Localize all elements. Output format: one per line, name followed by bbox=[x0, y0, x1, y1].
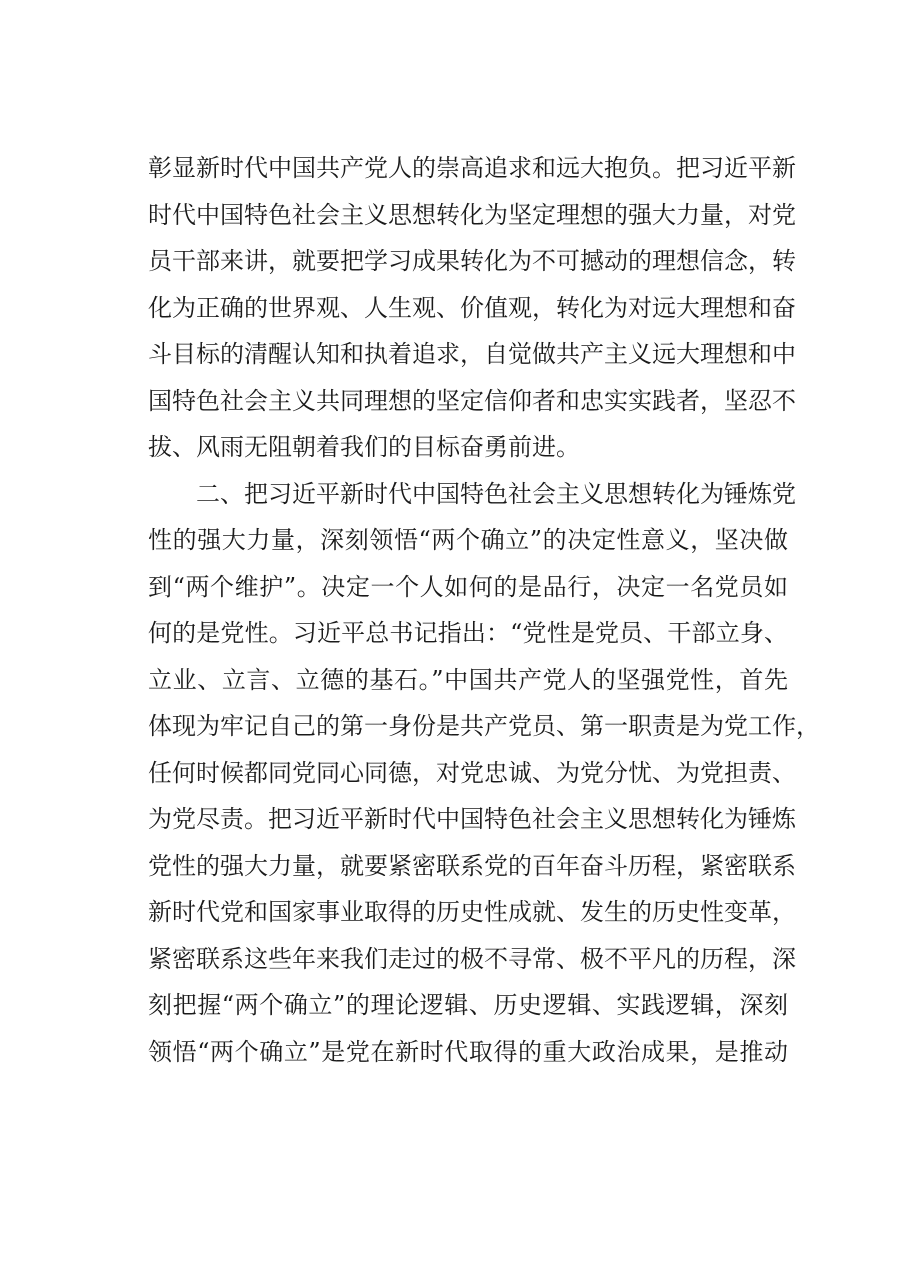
text-line: 刻把握“两个确立”的理论逻辑、历史逻辑、实践逻辑，深刻 bbox=[148, 991, 788, 1019]
text-line: 体现为牢记自己的第一身份是共产党员、第一职责是为党工作， bbox=[148, 712, 820, 740]
body-text bbox=[148, 145, 820, 1075]
text-line: 员干部来讲，就要把学习成果转化为不可撼动的理想信念，转 bbox=[148, 247, 796, 275]
text-line: 到“两个维护”。决定一个人如何的是品行，决定一名党员如 bbox=[148, 572, 788, 601]
text-line: 时代中国特色社会主义思想转化为坚定理想的强大力量，对党 bbox=[148, 200, 796, 229]
text-line: 紧密联系这些年来我们走过的极不寻常、极不平凡的历程，深 bbox=[148, 944, 796, 973]
text-line: 国特色社会主义共同理想的坚定信仰者和忠实实践者，坚忍不 bbox=[148, 386, 796, 415]
text-line: 拔、风雨无阻朝着我们的目标奋勇前进。 bbox=[148, 433, 580, 461]
text-line: 性的强大力量，深刻领悟“两个确立”的决定性意义，坚决做 bbox=[148, 526, 788, 554]
text-line: 斗目标的清醒认知和执着追求，自觉做共产主义远大理想和中 bbox=[148, 340, 796, 368]
text-line: 领悟“两个确立”是党在新时代取得的重大政治成果，是推动 bbox=[148, 1037, 788, 1066]
text-line: 化为正确的世界观、人生观、价值观，转化为对远大理想和奋 bbox=[148, 293, 796, 322]
text-line: 彰显新时代中国共产党人的崇高追求和远大抱负。把习近平新 bbox=[148, 154, 796, 182]
text-line: 何的是党性。习近平总书记指出：“党性是党员、干部立身、 bbox=[148, 619, 788, 647]
text-line: 新时代党和国家事业取得的历史性成就、发生的历史性变革， bbox=[148, 898, 796, 926]
text-line: 立业、立言、立德的基石。”中国共产党人的坚强党性，首先 bbox=[148, 665, 788, 694]
text-line: 为党尽责。把习近平新时代中国特色社会主义思想转化为锤炼 bbox=[148, 805, 796, 833]
section-heading-line: 二、把习近平新时代中国特色社会主义思想转化为锤炼党 bbox=[148, 479, 796, 508]
text-line: 党性的强大力量，就要紧密联系党的百年奋斗历程，紧密联系 bbox=[148, 851, 796, 880]
text-line: 任何时候都同党同心同德，对党忠诚、为党分忧、为党担责、 bbox=[148, 758, 796, 787]
